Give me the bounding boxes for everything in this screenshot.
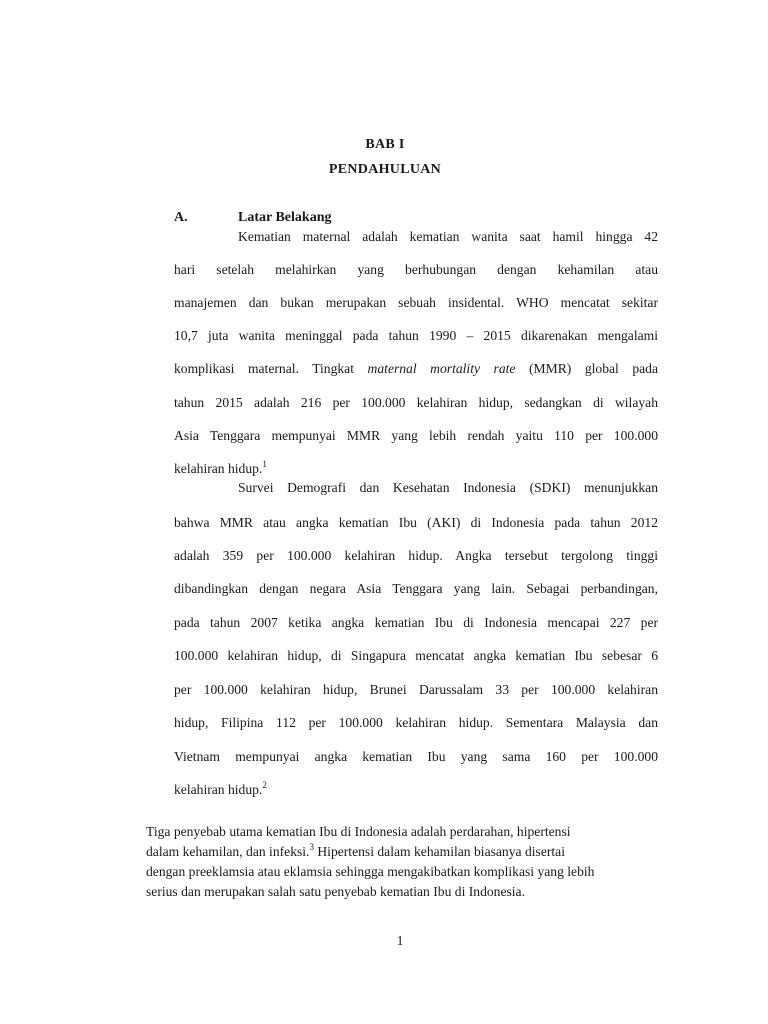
chapter-heading: BAB I xyxy=(365,137,405,152)
text-line xyxy=(146,843,565,861)
section-number: A. xyxy=(174,210,188,225)
text-line: hari setelah melahirkan yang berhubungan dengan kehamilan atau xyxy=(174,262,658,277)
text-line xyxy=(174,360,658,378)
text-line: 10,7 juta wanita meninggal pada tahun 1990 – 2015 dikarenakan mengalami xyxy=(174,328,658,343)
chapter-title: PENDAHULUAN xyxy=(328,162,442,177)
text-run: komplikasi maternal. Tingkat xyxy=(174,361,368,376)
text-run: dalam kehamilan, dan infeksi. xyxy=(146,844,310,859)
text-line xyxy=(174,460,658,478)
text-line: 100.000 kelahiran hidup, di Singapura mencatat angka kematian Ibu sebesar 6 xyxy=(174,648,658,663)
text-line: Vietnam mempunyai angka kematian Ibu yang sama 160 per 100.000 xyxy=(174,749,658,764)
text-line: bahwa MMR atau angka kematian Ibu (AKI) di Indonesia pada tahun 2012 xyxy=(174,515,658,530)
text-line: serius dan merupakan salah satu penyebab kematian Ibu di Indonesia. xyxy=(146,884,525,899)
text-line: Asia Tenggara mempunyai MMR yang lebih rendah yaitu 110 per 100.000 xyxy=(174,428,658,443)
text-line: Tiga penyebab utama kematian Ibu di Indonesia adalah perdarahan, hipertensi xyxy=(146,824,571,839)
text-line: pada tahun 2007 ketika angka kematian Ibu di Indonesia mencapai 227 per xyxy=(174,615,658,630)
text-line xyxy=(174,781,658,799)
text-line: dibandingkan dengan negara Asia Tenggara yang lain. Sebagai perbandingan, xyxy=(174,581,658,596)
text-line: hidup, Filipina 112 per 100.000 kelahiran hidup. Sementara Malaysia dan xyxy=(174,715,658,730)
page-number: 1 xyxy=(396,933,404,948)
text-line: adalah 359 per 100.000 kelahiran hidup. Angka tersebut tergolong tinggi xyxy=(174,548,658,563)
text-run: Hipertensi dalam kehamilan biasanya disertai xyxy=(313,844,565,859)
text-run: kelahiran hidup. xyxy=(174,782,263,797)
text-line: tahun 2015 adalah 216 per 100.000 kelahiran hidup, sedangkan di wilayah xyxy=(174,395,658,410)
footnote-ref: 1 xyxy=(262,459,267,469)
text-run: (MMR) global pada xyxy=(515,361,658,376)
text-line: Survei Demografi dan Kesehatan Indonesia (SDKI) menunjukkan xyxy=(238,480,658,495)
text-line: manajemen dan bukan merupakan sebuah insidental. WHO mencatat sekitar xyxy=(174,295,658,310)
text-line: Kematian maternal adalah kematian wanita saat hamil hingga 42 xyxy=(238,229,658,244)
section-title: Latar Belakang xyxy=(238,210,332,225)
italic-term: maternal mortality rate xyxy=(367,361,516,376)
text-line: per 100.000 kelahiran hidup, Brunei Darussalam 33 per 100.000 kelahiran xyxy=(174,682,658,697)
text-line: dengan preeklamsia atau eklamsia sehingga mengakibatkan komplikasi yang lebih xyxy=(146,864,595,879)
footnote-ref: 2 xyxy=(262,780,267,790)
text-run: kelahiran hidup. xyxy=(174,461,263,476)
footnote-ref: 3 xyxy=(309,842,314,852)
